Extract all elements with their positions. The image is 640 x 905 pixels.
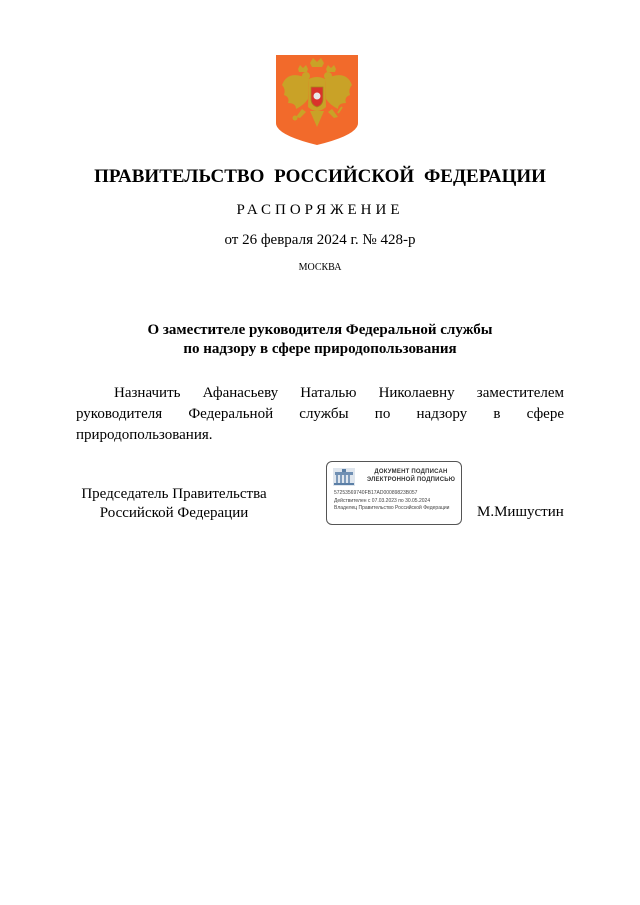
signer-title-line-1: Председатель Правительства [81,486,267,502]
signature-heading-line-1: ДОКУМЕНТ ПОДПИСАН [374,469,448,475]
document-city: МОСКВА [298,262,342,273]
signer-title [64,485,284,523]
body-paragraph: Назначить Афанасьеву Наталью Николаевну заместителем руководителя Федеральной службы по надзору в сфере природопользования. [76,385,564,443]
signer-name: М.Мишустин [477,504,564,520]
document-type: РАСПОРЯЖЕНИЕ [236,202,404,218]
signature-owner: Владелец Правительство Российской Федерации [334,505,450,511]
signature-heading-line-2: ЭЛЕКТРОННОЙ ПОДПИСЬЮ [366,477,456,483]
government-title: ПРАВИТЕЛЬСТВО РОССИЙСКОЙ ФЕДЕРАЦИИ [94,166,546,187]
government-building-icon [333,468,355,486]
subject-line-2: по надзору в сфере природопользования [183,341,457,357]
signature-validity: Действителен с 07.03.2023 по 30.05.2024 [334,498,431,504]
signer-title-line-2: Российской Федерации [99,505,249,521]
signature-heading [363,468,459,484]
document-date-number: от 26 февраля 2024 г. № 428-р [224,232,416,248]
signature-serial: 57253569740FB17AD00089823B057 [334,490,418,496]
document-subject [0,321,640,359]
electronic-signature-stamp [326,461,462,525]
russian-coat-of-arms-icon [276,55,358,145]
subject-line-1: О заместителе руководителя Федеральной службы [147,322,493,338]
